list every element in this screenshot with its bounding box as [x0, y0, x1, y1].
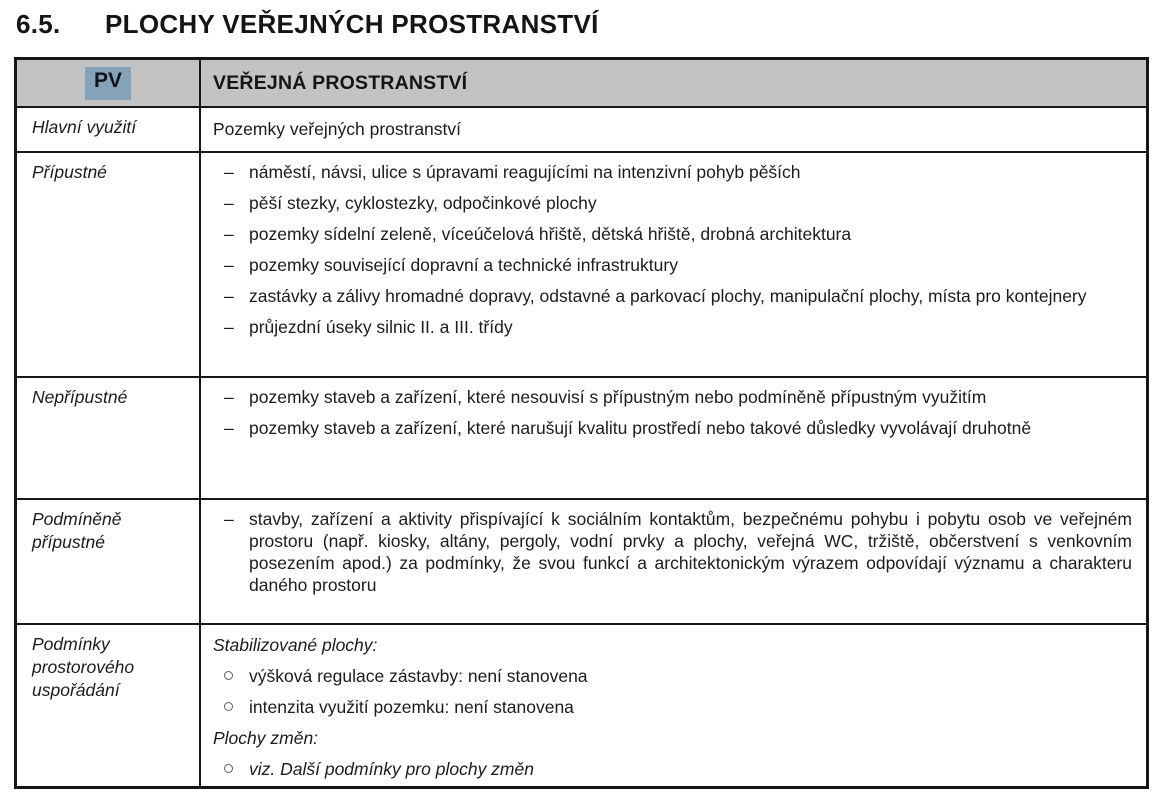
circle-bullet-icon	[224, 671, 233, 680]
dash-bullet-icon: –	[224, 162, 234, 182]
dash-bullet-icon: –	[224, 193, 234, 213]
row-content	[201, 500, 1146, 623]
table-body	[17, 106, 1146, 786]
list-item-text: průjezdní úseky silnic II. a III. třídy	[249, 317, 513, 337]
table-row	[17, 151, 1146, 376]
zone-code-cell	[17, 60, 201, 106]
circle-bullet-icon	[224, 764, 233, 773]
list-item	[213, 508, 1132, 596]
row-label: Podmíněně přípustné	[17, 500, 201, 623]
list-item-text: viz. Další podmínky pro plochy změn	[249, 759, 534, 779]
list-item-text: pozemky související dopravní a technické infrastruktury	[249, 255, 678, 275]
table-row	[17, 498, 1146, 623]
table-row	[17, 376, 1146, 498]
zone-code-badge: PV	[85, 67, 131, 100]
list-item	[213, 161, 1132, 183]
row-content	[201, 108, 1146, 151]
table-row	[17, 623, 1146, 786]
list-item-text: intenzita využití pozemku: není stanovena	[249, 697, 574, 717]
list-item	[213, 192, 1132, 214]
list-item	[213, 386, 1132, 408]
list-item-text: pozemky sídelní zeleně, víceúčelová hřiště, dětská hřiště, drobná architektura	[249, 224, 852, 244]
row-content	[201, 378, 1146, 498]
section-number: 6.5.	[16, 9, 61, 39]
zone-name: VEŘEJNÁ PROSTRANSTVÍ	[213, 72, 468, 94]
list-item	[213, 285, 1132, 307]
row-label: Nepřípustné	[17, 378, 201, 498]
subsection-heading: Plochy změn:	[213, 728, 319, 748]
list-item-text: výšková regulace zástavby: není stanovena	[249, 666, 588, 686]
list-item-text: pozemky staveb a zařízení, které nesouvisí s přípustným nebo podmíněně přípustným využitím	[249, 387, 987, 407]
list-item	[213, 665, 1132, 687]
table-header-row	[17, 60, 1146, 106]
dash-bullet-icon: –	[224, 317, 234, 337]
dash-bullet-icon: –	[224, 509, 234, 529]
list-item-text: náměstí, návsi, ulice s úpravami reagujícími na intenzivní pohyb pěších	[249, 162, 801, 182]
list-item-text: zastávky a zálivy hromadné dopravy, odstavné a parkovací plochy, manipulační plochy, místa pro kontejnery	[249, 286, 1087, 306]
row-label: Hlavní využití	[17, 108, 201, 151]
section-heading	[0, 0, 1162, 40]
list-item	[213, 758, 1132, 780]
row-label: Podmínky prostorového uspořádání	[17, 625, 201, 786]
list-item-text: pěší stezky, cyklostezky, odpočinkové plochy	[249, 193, 597, 213]
list-item	[213, 223, 1132, 245]
dash-bullet-icon: –	[224, 286, 234, 306]
dash-bullet-icon: –	[224, 387, 234, 407]
list-item	[213, 696, 1132, 718]
dash-bullet-icon: –	[224, 224, 234, 244]
zoning-table	[14, 57, 1149, 789]
subsection-heading: Stabilizované plochy:	[213, 635, 378, 655]
list-item	[213, 254, 1132, 276]
list-item-text: stavby, zařízení a aktivity přispívající k sociálním kontaktům, bezpečnému pohybu i pobytu osob ve veřejném prostoru (např. kiosky, altány, pergoly, vodní prvky a plochy, veřejná WC, tržiště, občerstvení s venkovním posezením apod.) za podmínky, že svou funkcí a architektonickým výrazem odpovídají významu a charakteru daného prostoru	[249, 509, 1132, 595]
dash-bullet-icon: –	[224, 255, 234, 275]
list-item	[213, 316, 1132, 338]
circle-bullet-icon	[224, 702, 233, 711]
row-label: Přípustné	[17, 153, 201, 376]
table-row	[17, 106, 1146, 151]
content-text: Pozemky veřejných prostranství	[213, 119, 462, 139]
section-title: PLOCHY VEŘEJNÝCH PROSTRANSTVÍ	[105, 9, 599, 39]
list-item-text: pozemky staveb a zařízení, které narušují kvalitu prostředí nebo takové důsledky vyvolávají druhotně	[249, 418, 1032, 438]
dash-bullet-icon: –	[224, 418, 234, 438]
row-content	[201, 625, 1146, 786]
row-content	[201, 153, 1146, 376]
list-item	[213, 417, 1132, 439]
